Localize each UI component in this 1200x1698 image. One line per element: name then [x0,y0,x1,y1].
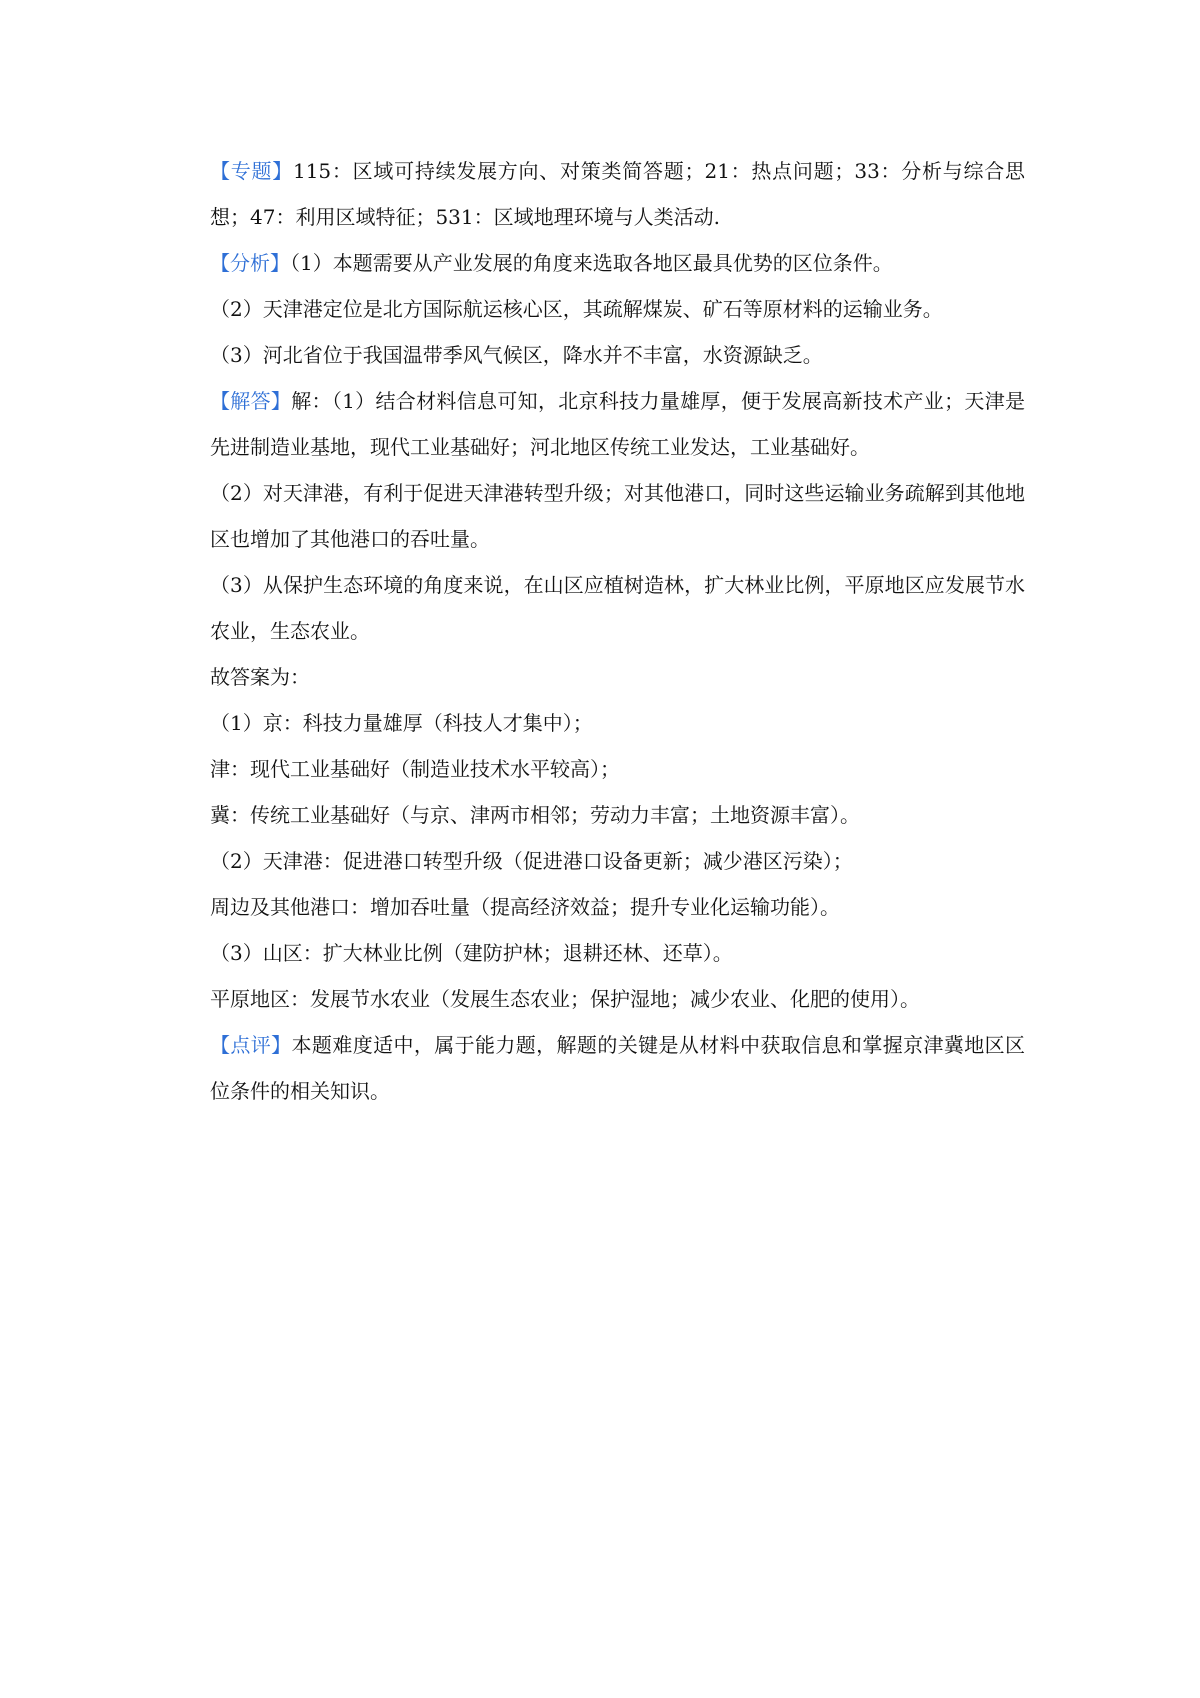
jieda-p2-line-2: 他地区也增加了其他港口的吞吐量。 [210,481,1025,551]
zhuanti-paragraph [210,148,1025,240]
answer-line-4: （2）天津港：促进港口转型升级（促进港口设备更新；减少港区污染）； [210,849,853,873]
fenxi-line-1: （1）本题需要从产业发展的角度来选取各地区最具优势的区位条件。 [290,251,893,275]
zhuanti-tag: 【专题】 [210,159,293,183]
dianping-tag: 【点评】 [210,1033,292,1057]
answer-intro: 故答案为： [210,665,310,689]
document-content [210,148,1025,1114]
fenxi-paragraph [210,240,1025,286]
jieda-paragraph-2 [210,470,1025,562]
dianping-line-1: 本题难度适中，属于能力题，解题的关键是从材料中获取信息和掌握京津冀地 [291,1033,985,1057]
fenxi-line-3: （3）河北省位于我国温带季风气候区，降水并不丰富，水资源缺乏。 [210,343,823,367]
answer-line-7: 平原地区：发展节水农业（发展生态农业；保护湿地；减少农业、化肥的使用）。 [210,987,920,1011]
dianping-line-2: 区区位条件的相关知识。 [210,1033,1026,1103]
answer-line-1: （1）京：科技力量雄厚（科技人才集中）； [210,711,593,735]
jieda-p2-line-1: （2）对天津港，有利于促进天津港转型升级；对其他港口，同时这些运输业务疏解到其 [210,481,985,505]
jieda-paragraph-3 [210,562,1025,654]
jieda-p1-line-2: 津是先进制造业基地，现代工业基础好；河北地区传统工业发达，工业基础好。 [210,389,1026,459]
answer-line-2: 津：现代工业基础好（制造业技术水平较高）； [210,757,620,781]
zhuanti-text-line-1: 115：区域可持续发展方向、对策类简答题；21：热点问题；33：分析与综合思 [292,159,1025,183]
jieda-p3-line-2: 节水农业，生态农业。 [210,573,1025,643]
jieda-p1-line-1: 解：（1）结合材料信息可知，北京科技力量雄厚，便于发展高新技术产业；天 [291,389,985,413]
answer-line-3: 冀：传统工业基础好（与京、津两市相邻；劳动力丰富；土地资源丰富）。 [210,803,860,827]
jieda-paragraph-1 [210,378,1025,470]
fenxi-line-2: （2）天津港定位是北方国际航运核心区，其疏解煤炭、矿石等原材料的运输业务。 [210,297,943,321]
dianping-paragraph [210,1022,1025,1114]
answer-line-5: 周边及其他港口：增加吞吐量（提高经济效益；提升专业化运输功能）。 [210,895,840,919]
zhuanti-text-line-2: 想；47：利用区域特征；531：区域地理环境与人类活动. [210,205,720,229]
answer-line-6: （3）山区：扩大林业比例（建防护林；退耕还林、还草）。 [210,941,733,965]
jieda-tag: 【解答】 [210,389,292,413]
jieda-p3-line-1: （3）从保护生态环境的角度来说，在山区应植树造林，扩大林业比例，平原地区应发展 [210,573,985,597]
fenxi-tag: 【分析】 [210,251,290,275]
